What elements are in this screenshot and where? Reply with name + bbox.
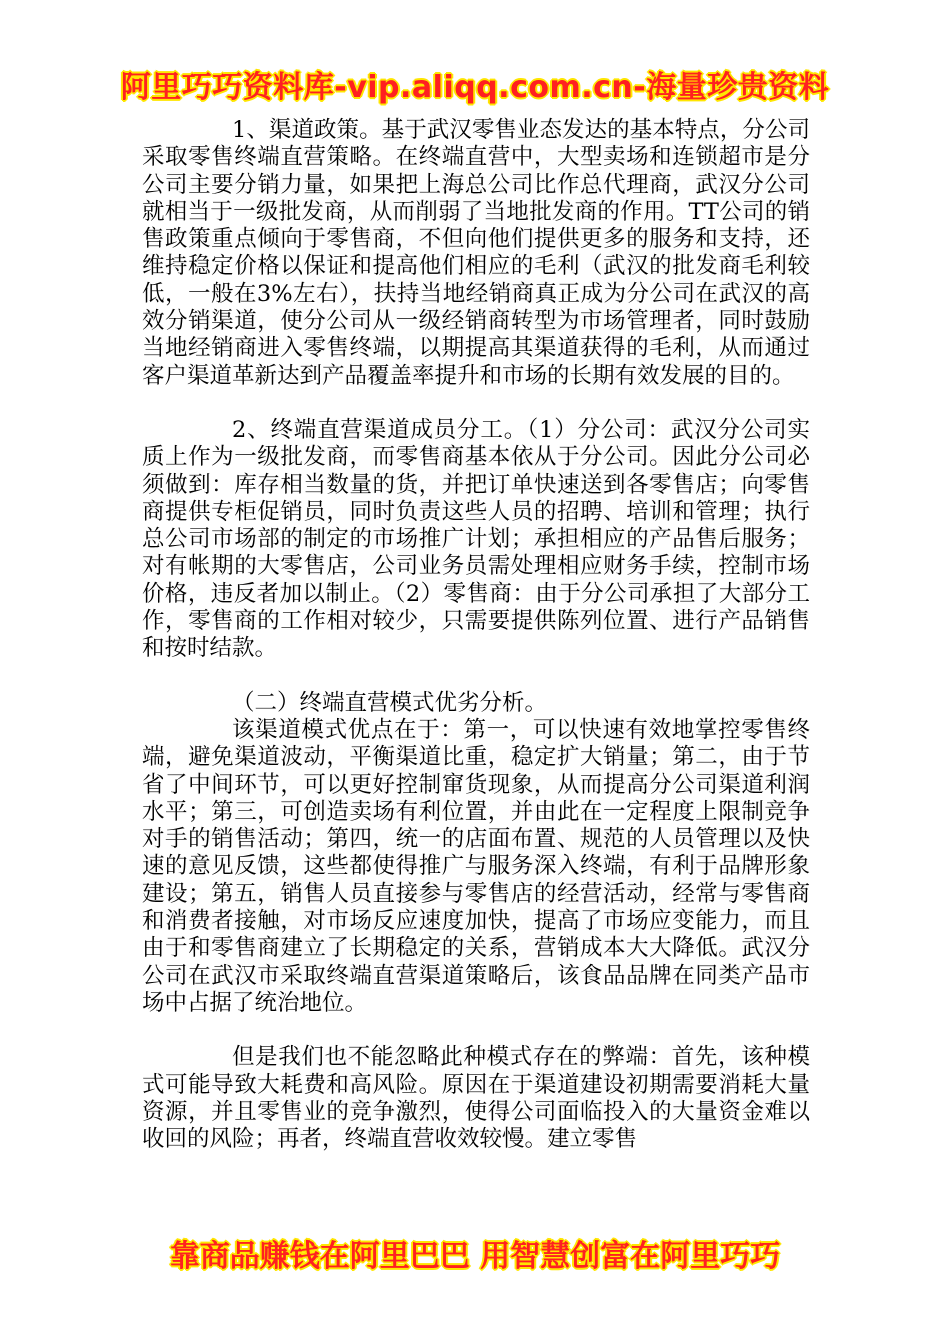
paragraph-spacer bbox=[142, 390, 810, 417]
paragraph-channel-policy: 1、渠道政策。基于武汉零售业态发达的基本特点，分公司采取零售终端直营策略。在终端直营中，大型卖场和连锁超市是分公司主要分销力量，如果把上海总公司比作总代理商，武汉分公司就相当于一级批发商，从而削弱了当地批发商的作用。TT公司的销售政策重点倾向于零售商，不但向他们提供更多的服务和支持，还维持稳定价格以保证和提高他们相应的毛利（武汉的批发商毛利较低，一般在3%左右），扶持当地经销商真正成为分公司在武汉的高效分销渠道，使分公司从一级经销商转型为市场管理者，同时鼓励当地经销商进入零售终端，以期提高其渠道获得的毛利，从而通过客户渠道革新达到产品覆盖率提升和市场的长期有效发展的目的。 bbox=[142, 117, 810, 389]
section-heading: （二）终端直营模式优劣分析。 bbox=[232, 689, 548, 716]
paragraph-member-roles: 2、终端直营渠道成员分工。（1）分公司：武汉分公司实质上作为一级批发商，而零售商基本依从于分公司。因此分公司必须做到：库存相当数量的货，并把订单快速送到各零售店；向零售商提供专柜促销员，同时负责这些人员的招聘、培训和管理；执行总公司市场部的制定的市场推广计划；承担相应的产品售后服务；对有帐期的大零售店，公司业务员需处理相应财务手续，控制市场价格，违反者加以制止。（2）零售商：由于分公司承担了大部分工作，零售商的工作相对较少，只需要提供陈列位置、进行产品销售和按时结款。 bbox=[142, 416, 810, 662]
document-body bbox=[142, 117, 810, 1153]
paragraph-advantages: 该渠道模式优点在于：第一，可以快速有效地掌控零售终端，避免渠道波动，平衡渠道比重，稳定扩大销量；第二，由于节省了中间环节，可以更好控制窜货现象，从而提高分公司渠道利润水平；第三，可创造卖场有利位置，并由此在一定程度上限制竞争对手的销售活动；第四，统一的店面布置、规范的人员管理以及快速的意见反馈，这些都使得推广与服务深入终端，有利于品牌形象建设；第五，销售人员直接参与零售店的经营活动，经常与零售商和消费者接触，对市场反应速度加快，提高了市场应变能力，而且由于和零售商建立了长期稳定的关系，营销成本大大降低。武汉分公司在武汉市采取终端直营渠道策略后，该食品品牌在同类产品市场中占据了统治地位。 bbox=[142, 716, 810, 1016]
paragraph-disadvantages: 但是我们也不能忽略此种模式存在的弊端：首先，该种模式可能导致大耗费和高风险。原因在于渠道建设初期需要消耗大量资源，并且零售业的竞争激烈，使得公司面临投入的大量资金难以收回的风险；再者，终端直营收效较慢。建立零售 bbox=[142, 1044, 810, 1153]
paragraph-spacer bbox=[142, 663, 810, 690]
footer-banner: 靠商品赚钱在阿里巴巴 用智慧创富在阿里巧巧 bbox=[169, 1239, 781, 1274]
header-banner: 阿里巧巧资料库-vip.aliqq.com.cn-海量珍贵资料 bbox=[120, 70, 830, 105]
paragraph-spacer bbox=[142, 1017, 810, 1044]
